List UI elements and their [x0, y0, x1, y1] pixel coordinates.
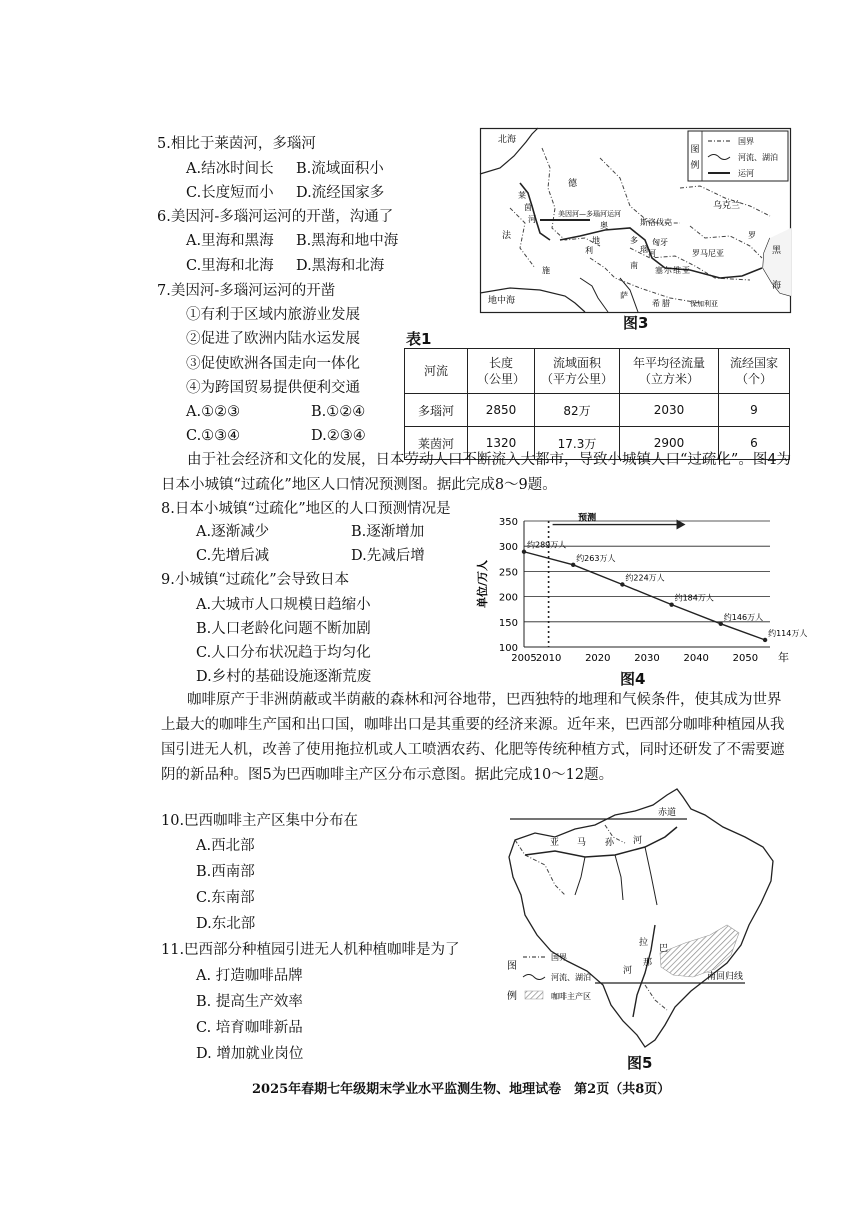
q6-stem: 6.美因河-多瑙河运河的开凿，沟通了 [157, 209, 394, 225]
header-runoff: 年平均径流量 （立方米） [632, 356, 705, 386]
brazil-map-svg [495, 785, 795, 1055]
q7-option-d: D.②③④ [311, 428, 366, 444]
q6-option-d: D.黑海和北海 [296, 258, 385, 274]
q7-item-1: ①有利于区域内旅游业发展 [186, 307, 360, 323]
q6-option-b: B.黑海和地中海 [296, 233, 399, 249]
fig3-label-north-sea: 北海 [498, 135, 517, 145]
q7-item-2: ②促进了欧洲内陆水运发展 [186, 331, 360, 347]
fig3-label-slovakia: 斯洛伐克 [640, 218, 672, 227]
q8-option-a: A.逐渐减少 [196, 524, 270, 540]
fig5-legend-border: 国界 [551, 953, 567, 962]
q10-option-c: C.东南部 [196, 890, 255, 906]
fig3-label-bulgaria: 保加利亚 [690, 300, 718, 308]
table-header-row [405, 349, 790, 394]
x-tick-label: 2030 [634, 653, 660, 664]
cell-area: 17.3万 [535, 427, 620, 460]
data-label: 约263万人 [576, 553, 616, 563]
fig3-label-ao: 奥 [600, 221, 608, 230]
fig5-label-la: 拉 [639, 938, 649, 948]
x-tick-label: 2005 [511, 653, 537, 664]
figure-3-caption: 图3 [623, 314, 649, 332]
fig3-label-de: 德 [568, 179, 578, 189]
q9-option-c: C.人口分布状况趋于均匀化 [196, 645, 371, 661]
fig3-legend-title-1: 图 [690, 145, 700, 155]
fig3-label-sai: 萨 [620, 291, 628, 300]
fig3-label-duo: 多 [630, 236, 638, 245]
fig3-label-mediterranean: 地中海 [488, 296, 516, 306]
fig3-legend-border: 国界 [738, 137, 754, 146]
x-tick-label: 2010 [535, 653, 562, 664]
fig5-label-he: 河 [633, 836, 643, 846]
fig5-legend-title-1: 图 [507, 961, 517, 972]
fig3-label-yin: 茵 [524, 203, 532, 212]
cell-runoff: 2030 [620, 394, 719, 427]
q8-option-c: C.先增后减 [196, 548, 270, 564]
fig5-label-ya: 亚 [550, 838, 560, 848]
q5-option-d: D.流经国家多 [296, 185, 385, 201]
fig5-label-ba: 巴 [659, 944, 669, 954]
x-axis-unit: 年 [778, 651, 789, 664]
fig5-label-na: 那 [643, 958, 653, 968]
cell-runoff: 2900 [620, 427, 719, 460]
q10-option-d: D.东北部 [196, 916, 256, 932]
q6-option-c: C.里海和北海 [186, 258, 274, 274]
fig3-label-luo: 罗 [748, 231, 756, 240]
data-point [571, 563, 575, 567]
data-label: 约289万人 [527, 540, 567, 550]
river-comparison-table [404, 348, 790, 460]
fig5-label-xun: 孙 [605, 838, 615, 848]
cell-countries: 6 [719, 427, 790, 460]
intro-8-9: 由于社会经济和文化的发展，日本劳动人口不断流入大都市，导致小城镇人口“过疏化”。图4为日本小城镇“过疏化”地区人口情况预测图。据此完成8～9题。 [161, 452, 792, 493]
y-tick-label: 300 [498, 542, 518, 554]
data-point [669, 602, 673, 606]
data-label: 约184万人 [674, 593, 714, 603]
fig3-label-ya: 牙 [660, 238, 668, 247]
fig3-label-ya2: 亚 [682, 266, 690, 275]
population-line [524, 552, 765, 640]
fig3-label-ukraine: 乌克兰 [713, 201, 741, 211]
forecast-label: 预测 [578, 513, 597, 524]
fig5-label-tropic: 南回归线 [707, 972, 744, 982]
q11-stem: 11.巴西部分种植园引进无人机种植咖啡是为了 [161, 942, 460, 958]
q11-option-d: D. 增加就业岗位 [196, 1046, 304, 1062]
data-point [522, 550, 526, 554]
fig3-label-la: 腊 [662, 299, 670, 308]
table-header-cell [535, 349, 620, 394]
fig5-legend-river: 河流、湖泊 [551, 973, 591, 982]
fig3-label-er: 尔 [664, 266, 672, 275]
fig3-label-lai: 莱 [518, 191, 526, 200]
table-1-caption: 表1 [406, 330, 432, 348]
header-countries: 流经国家 （个） [729, 356, 778, 386]
cell-countries: 9 [719, 394, 790, 427]
fig3-label-romania: 罗马尼亚 [692, 249, 724, 258]
fig3-label-he: 河 [528, 215, 536, 224]
data-point [763, 638, 767, 642]
fig3-label-black-1: 黑 [772, 246, 782, 256]
header-area: 流域面积 （平方公里） [540, 356, 613, 386]
cell-river: 多瑙河 [405, 394, 468, 427]
cell-river: 莱茵河 [405, 427, 468, 460]
q7-option-a: A.①②③ [186, 404, 241, 420]
data-point [719, 622, 723, 626]
q8-stem: 8.日本小城镇“过疏化”地区的人口预测情况是 [161, 501, 451, 517]
x-tick-label: 2040 [683, 653, 709, 664]
figure-5-map [495, 785, 795, 1055]
q11-option-a: A. 打造咖啡品牌 [196, 968, 303, 984]
q7-option-b: B.①②④ [311, 404, 366, 420]
table-row [405, 394, 790, 427]
q5-option-c: C.长度短而小 [186, 185, 274, 201]
q7-stem: 7.美因河-多瑙河运河的开凿 [157, 283, 336, 299]
cell-length: 1320 [468, 427, 535, 460]
fig3-label-nan: 南 [630, 261, 638, 270]
q10-stem: 10.巴西咖啡主产区集中分布在 [161, 813, 359, 829]
q9-option-b: B.人口老龄化问题不断加剧 [196, 621, 371, 637]
x-tick-label: 2050 [732, 653, 759, 664]
figure-3-map [480, 128, 791, 313]
y-tick-label: 150 [498, 617, 518, 629]
y-tick-label: 200 [498, 592, 518, 604]
table-header-cell [719, 349, 790, 394]
y-tick-label: 350 [498, 517, 518, 528]
table-header-cell [405, 349, 468, 394]
fig3-label-fa: 法 [502, 231, 512, 241]
q7-item-3: ③促使欧洲各国走向一体化 [186, 356, 360, 372]
q9-option-d: D.乡村的基础设施逐渐荒废 [196, 669, 372, 685]
fig3-label-nei: 维 [673, 266, 681, 275]
fig3-label-black-2: 海 [772, 281, 782, 291]
q11-option-c: C. 培育咖啡新品 [196, 1020, 303, 1036]
table-header-cell [468, 349, 535, 394]
table-1 [404, 348, 790, 460]
q5-option-a: A.结冰时间长 [186, 161, 274, 177]
fig5-label-ma: 马 [577, 838, 587, 848]
q10-option-a: A.西北部 [196, 838, 255, 854]
fig3-legend-canal: 运河 [738, 169, 754, 178]
x-tick-label: 2020 [585, 653, 611, 664]
q11-option-b: B. 提高生产效率 [196, 994, 303, 1010]
fig3-legend-river: 河流、湖泊 [738, 153, 778, 162]
fig5-legend-title-2: 例 [507, 991, 517, 1002]
data-point [620, 582, 624, 586]
q6-option-a: A.里海和黑海 [186, 233, 274, 249]
fig5-legend-coffee: 咖啡主产区 [551, 992, 591, 1001]
header-river: 河流 [423, 364, 448, 378]
table-header-cell [620, 349, 719, 394]
fig3-label-xiong: 匈 [652, 238, 660, 247]
page-footer: 2025年春期七年级期末学业水平监测生物、地理试卷 第2页（共8页） [252, 1082, 671, 1097]
fig3-label-canal: 美因河—多瑙河运河 [558, 210, 621, 218]
cell-length: 2850 [468, 394, 535, 427]
q5-option-b: B.流域面积小 [296, 161, 384, 177]
q7-item-4: ④为跨国贸易提供便利交通 [186, 380, 360, 396]
q10-option-b: B.西南部 [196, 864, 255, 880]
y-tick-label: 250 [498, 567, 518, 579]
y-tick-label: 100 [498, 643, 518, 654]
figure-4-chart [472, 513, 808, 673]
data-label: 约224万人 [625, 573, 665, 583]
fig3-label-di: 地 [592, 236, 600, 245]
fig5-label-he2: 河 [623, 966, 633, 976]
danube-map-svg [480, 128, 791, 313]
header-length: 长度 （公里） [476, 356, 525, 386]
q8-option-d: D.先减后增 [351, 548, 425, 564]
fig3-label-xi: 希 [652, 299, 660, 308]
y-axis-label: 单位/万人 [476, 559, 489, 609]
fig3-label-he2: 河 [648, 249, 656, 258]
intro-10-12: 咖啡原产于非洲荫蔽或半荫蔽的森林和河谷地带，巴西独特的地理和气候条件，使其成为世界上最大的咖啡生产国和出口国，咖啡出口是其重要的经济来源。近年来，巴西部分咖啡种植园从我国引进无人机，改善了使用拖拉机或人工喷洒农药、化肥等传统种植方式，同时还研发了不需要遮阴的新品种。图5为巴西咖啡主产区分布示意图。据此完成10～12题。 [161, 692, 785, 783]
cell-area: 82万 [535, 394, 620, 427]
q5-stem: 5.相比于莱茵河，多瑙河 [157, 136, 316, 152]
fig3-label-shi: 施 [542, 266, 550, 275]
q8-option-b: B.逐渐增加 [351, 524, 425, 540]
q7-option-c: C.①③④ [186, 428, 241, 444]
figure-4-caption: 图4 [620, 670, 646, 688]
data-label: 约146万人 [723, 612, 764, 622]
fig3-label-li: 利 [585, 246, 593, 255]
fig5-label-equator: 赤道 [658, 808, 677, 818]
fig3-label-tu: 塞 [655, 266, 663, 275]
population-chart-svg [472, 513, 808, 673]
figure-5-caption: 图5 [627, 1054, 653, 1072]
fig3-legend-title-2: 例 [690, 161, 700, 171]
q9-option-a: A.大城市人口规模日趋缩小 [196, 597, 371, 613]
data-label: 约114万人 [768, 628, 808, 638]
fig3-label-nao: 瑙 [640, 245, 648, 254]
q9-stem: 9.小城镇“过疏化”会导致日本 [161, 572, 350, 588]
